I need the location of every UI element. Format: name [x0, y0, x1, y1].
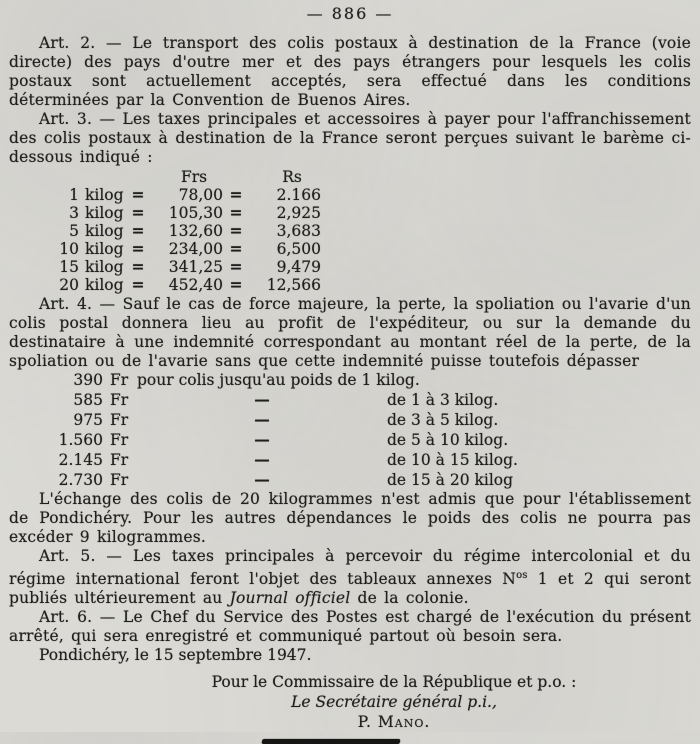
article-5-paragraph	[9, 547, 691, 608]
equals-sign: =	[131, 185, 145, 204]
indemnity-currency: Fr	[110, 431, 129, 449]
indemnity-currency: Fr	[110, 451, 129, 469]
tariff-weight-unit: kilog	[85, 186, 124, 204]
tariff-table	[49, 168, 691, 294]
indemnity-amount: 390	[73, 371, 103, 389]
indemnity-currency: Fr	[110, 471, 129, 489]
tariff-weight-value: 20	[59, 276, 79, 294]
tariff-row	[49, 276, 691, 294]
tariff-weight-unit: kilog	[85, 276, 124, 294]
tariff-frs-value: 78,00	[178, 186, 223, 204]
equals-sign: =	[131, 257, 145, 276]
indemnity-dash: —	[254, 410, 270, 429]
equals-sign: =	[131, 239, 145, 258]
equals-sign: =	[229, 257, 243, 276]
tariff-row	[49, 204, 691, 222]
indemnity-amount: 585	[73, 391, 103, 409]
indemnity-amount: 2.730	[58, 471, 103, 489]
tariff-row	[49, 186, 691, 204]
indemnity-list	[31, 371, 691, 490]
indemnity-range: de 3 à 5 kilog.	[387, 411, 499, 429]
signature-line-authority: Pour le Commissaire de la République et p.o. :	[211, 673, 577, 692]
article-6-paragraph: Art. 6. — Le Chef du Service des Postes est chargé de l'exécution du présent arrêté, qui sera enregistré et communiqué partout où besoin sera.	[9, 608, 691, 646]
tariff-weight-unit: kilog	[85, 240, 124, 258]
equals-sign: =	[229, 203, 243, 222]
tariff-row	[49, 258, 691, 276]
tariff-weight-unit: kilog	[85, 204, 124, 222]
tariff-frs-value: 452,40	[168, 276, 223, 294]
equals-sign: =	[229, 221, 243, 240]
indemnity-range: de 5 à 10 kilog.	[387, 431, 509, 449]
indemnity-row	[31, 430, 691, 450]
indemnity-dash: —	[254, 390, 270, 409]
ordinal-superscript: os	[516, 570, 528, 581]
article-5-text: Art. 5. — Les taxes principales à percevoir du régime intercolonial et du régime international feront l'objet des tableaux annexes N	[9, 547, 691, 589]
indemnity-row	[31, 410, 691, 430]
equals-sign: =	[131, 275, 145, 294]
indemnity-amount: 975	[73, 411, 103, 429]
indemnity-range: de 1 à 3 kilog.	[387, 391, 499, 409]
equals-sign: =	[229, 185, 243, 204]
tariff-weight-value: 15	[59, 258, 79, 276]
indemnity-range: de 15 à 20 kilog	[387, 471, 514, 489]
indemnity-row	[31, 390, 691, 410]
equals-sign: =	[229, 239, 243, 258]
tariff-frs-value: 105,30	[168, 204, 223, 222]
indemnity-currency: Fr	[110, 371, 129, 389]
tariff-frs-value: 234,00	[168, 240, 223, 258]
indemnity-amount: 1.560	[58, 431, 103, 449]
tariff-rs-value: 2,925	[276, 204, 321, 222]
tariff-weight-unit: kilog	[85, 258, 124, 276]
tariff-rs-value: 6,500	[276, 240, 321, 258]
signature-line-title: Le Secrétaire général p.i.,	[291, 693, 497, 712]
article-2-paragraph: Art. 2. — Le transport des colis postaux à destination de la France (voie directe) des pays d'outre mer et des pays étrangers pour lesquels les colis postaux sont actuellement acceptés, sera effectué dans les conditions déterminées par la Convention de Buenos Aires.	[9, 34, 691, 109]
signature-block	[9, 672, 691, 732]
tariff-table-header	[49, 168, 691, 186]
dateline: Pondichéry, le 15 septembre 1947.	[39, 646, 312, 665]
article-5-text: 1 et 2 qui seront publiés ultérieurement au	[9, 570, 692, 608]
indemnity-row	[31, 470, 691, 490]
article-5-text: de la colonie.	[350, 589, 469, 608]
indemnity-dash: —	[254, 450, 270, 469]
tariff-frs-value: 132,60	[168, 222, 223, 240]
journal-officiel-title: Journal officiel	[229, 589, 351, 608]
tariff-frs-value: 341,25	[168, 258, 223, 276]
indemnity-dash: —	[254, 430, 270, 449]
indemnity-currency: Fr	[110, 411, 129, 429]
equals-sign: =	[131, 221, 145, 240]
tariff-weight-value: 10	[59, 240, 79, 258]
page-number: — 886 —	[306, 4, 394, 23]
article-3-paragraph: Art. 3. — Les taxes principales et accessoires à payer pour l'affranchissement des colis postaux à destination de la France seront perçues suivant le barème ci-dessous indiqué :	[9, 110, 691, 166]
tariff-weight-value: 5	[69, 222, 79, 240]
tariff-rs-value: 9,479	[276, 258, 321, 276]
end-rule-divider	[261, 739, 400, 744]
indemnity-currency: Fr	[110, 391, 129, 409]
indemnity-row	[31, 371, 691, 390]
exchange-paragraph: L'échange des colis de 20 kilogrammes n'est admis que pour l'établissement de Pondichéry. Pour les autres dépendances le poids des colis ne pourra pas excéder 9 kilogrammes.	[9, 490, 691, 546]
tariff-rs-value: 12,566	[266, 276, 321, 294]
tariff-rs-value: 2.166	[276, 186, 321, 204]
tariff-header-frs: Frs	[180, 168, 208, 186]
indemnity-amount: 2.145	[58, 451, 103, 469]
tariff-header-rs: Rs	[282, 168, 302, 186]
tariff-weight-value: 3	[69, 204, 79, 222]
indemnity-range: pour colis jusqu'au poids de 1 kilog.	[137, 371, 420, 389]
tariff-weight-value: 1	[69, 186, 79, 204]
tariff-row	[49, 222, 691, 240]
equals-sign: =	[131, 203, 145, 222]
tariff-rs-value: 3,683	[276, 222, 321, 240]
article-4-paragraph: Art. 4. — Sauf le cas de force majeure, la perte, la spoliation ou l'avarie d'un colis postal donnera lieu au profit de l'expéditeur, ou sur la demande du destinataire à une indemnité correspondant au montant réel de la perte, de la spoliation ou de l'avarie sans que cette indemnité puisse toutefois dépasser	[9, 295, 691, 370]
indemnity-dash: —	[254, 470, 270, 489]
tariff-row	[49, 240, 691, 258]
equals-sign: =	[229, 275, 243, 294]
tariff-weight-unit: kilog	[85, 222, 124, 240]
signature-line-name: P. Mano.	[357, 713, 431, 732]
indemnity-row	[31, 450, 691, 470]
indemnity-range: de 10 à 15 kilog.	[387, 451, 518, 469]
